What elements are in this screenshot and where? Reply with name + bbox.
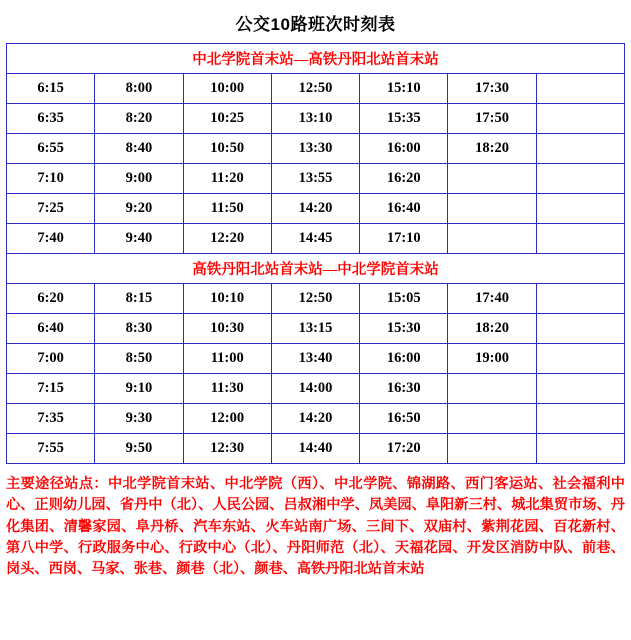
time-cell: 8:15 xyxy=(95,284,183,314)
time-cell: 8:30 xyxy=(95,314,183,344)
time-cell: 11:30 xyxy=(183,374,271,404)
time-cell-empty xyxy=(536,164,624,194)
time-cell: 14:20 xyxy=(271,194,359,224)
time-cell: 9:20 xyxy=(95,194,183,224)
time-cell: 8:20 xyxy=(95,104,183,134)
time-cell: 9:10 xyxy=(95,374,183,404)
time-cell: 14:00 xyxy=(271,374,359,404)
table-row xyxy=(7,344,625,374)
time-cell: 14:45 xyxy=(271,224,359,254)
time-cell: 11:50 xyxy=(183,194,271,224)
table-row xyxy=(7,194,625,224)
time-cell: 14:40 xyxy=(271,434,359,464)
time-cell: 6:15 xyxy=(7,74,95,104)
time-cell-empty xyxy=(448,374,536,404)
time-cell: 7:55 xyxy=(7,434,95,464)
time-cell: 13:30 xyxy=(271,134,359,164)
time-cell: 15:35 xyxy=(360,104,448,134)
time-cell: 7:35 xyxy=(7,404,95,434)
time-cell: 18:20 xyxy=(448,314,536,344)
table-row xyxy=(7,434,625,464)
table-row xyxy=(7,74,625,104)
time-cell: 16:40 xyxy=(360,194,448,224)
time-cell: 7:10 xyxy=(7,164,95,194)
time-cell: 13:10 xyxy=(271,104,359,134)
time-cell-empty xyxy=(448,194,536,224)
time-cell: 8:00 xyxy=(95,74,183,104)
time-cell: 18:20 xyxy=(448,134,536,164)
time-cell-empty xyxy=(536,344,624,374)
time-cell-empty xyxy=(536,104,624,134)
route-stops-note: 主要途径站点：中北学院首末站、中北学院（西）、中北学院、锦湖路、西门客运站、社会福利中心、正则幼儿园、省丹中（北）、人民公园、吕叔湘中学、凤美园、阜阳新三村、城北集贸市场、丹化集团、清馨家园、阜丹桥、汽车东站、火车站南广场、三间下、双庙村、紫荆花园、百花新村、第八中学、行政服务中心、行政中心（北）、丹阳师范（北）、天福花园、开发区消防中队、前巷、岗头、西岗、马家、张巷、颜巷（北）、颜巷、高铁丹阳北站首末站 xyxy=(6,476,625,578)
page-title: 公交10路班次时刻表 xyxy=(235,15,396,34)
table-row xyxy=(7,404,625,434)
time-cell: 13:15 xyxy=(271,314,359,344)
time-cell: 17:10 xyxy=(360,224,448,254)
time-cell-empty xyxy=(536,404,624,434)
table-row xyxy=(7,314,625,344)
time-cell: 7:40 xyxy=(7,224,95,254)
time-cell-empty xyxy=(448,434,536,464)
table-row xyxy=(7,164,625,194)
time-cell: 17:50 xyxy=(448,104,536,134)
time-cell: 13:40 xyxy=(271,344,359,374)
time-cell: 15:30 xyxy=(360,314,448,344)
time-cell: 9:30 xyxy=(95,404,183,434)
time-cell-empty xyxy=(536,134,624,164)
time-cell: 12:00 xyxy=(183,404,271,434)
time-cell: 9:00 xyxy=(95,164,183,194)
time-cell: 12:50 xyxy=(271,284,359,314)
time-cell: 10:30 xyxy=(183,314,271,344)
time-cell: 16:20 xyxy=(360,164,448,194)
time-cell: 7:00 xyxy=(7,344,95,374)
time-cell: 16:00 xyxy=(360,134,448,164)
time-cell: 6:40 xyxy=(7,314,95,344)
time-cell: 10:25 xyxy=(183,104,271,134)
table-row xyxy=(7,224,625,254)
time-cell: 6:35 xyxy=(7,104,95,134)
time-cell: 7:25 xyxy=(7,194,95,224)
time-cell: 14:20 xyxy=(271,404,359,434)
time-cell: 16:30 xyxy=(360,374,448,404)
time-cell-empty xyxy=(536,314,624,344)
time-cell: 6:20 xyxy=(7,284,95,314)
time-cell: 10:10 xyxy=(183,284,271,314)
time-cell: 12:20 xyxy=(183,224,271,254)
time-cell: 17:30 xyxy=(448,74,536,104)
table-row xyxy=(7,374,625,404)
time-cell-empty xyxy=(536,434,624,464)
section-heading-row xyxy=(7,254,625,284)
time-cell: 11:00 xyxy=(183,344,271,374)
section-heading-inbound: 高铁丹阳北站首末站—中北学院首末站 xyxy=(7,254,625,284)
time-cell: 7:15 xyxy=(7,374,95,404)
time-cell-empty xyxy=(536,74,624,104)
time-cell: 13:55 xyxy=(271,164,359,194)
time-cell: 9:50 xyxy=(95,434,183,464)
time-cell: 16:00 xyxy=(360,344,448,374)
time-cell-empty xyxy=(448,224,536,254)
time-cell-empty xyxy=(536,284,624,314)
time-cell-empty xyxy=(448,164,536,194)
section-heading-row xyxy=(7,44,625,74)
table-row xyxy=(7,284,625,314)
time-cell: 8:40 xyxy=(95,134,183,164)
time-cell: 9:40 xyxy=(95,224,183,254)
time-cell: 15:05 xyxy=(360,284,448,314)
time-cell: 17:40 xyxy=(448,284,536,314)
section-heading-outbound: 中北学院首末站—高铁丹阳北站首末站 xyxy=(7,44,625,74)
time-cell-empty xyxy=(448,404,536,434)
time-cell: 10:50 xyxy=(183,134,271,164)
time-cell: 12:30 xyxy=(183,434,271,464)
time-cell: 6:55 xyxy=(7,134,95,164)
time-cell: 11:20 xyxy=(183,164,271,194)
time-cell: 15:10 xyxy=(360,74,448,104)
table-row xyxy=(7,104,625,134)
time-cell: 8:50 xyxy=(95,344,183,374)
schedule-table xyxy=(6,43,625,464)
time-cell-empty xyxy=(536,224,624,254)
time-cell: 10:00 xyxy=(183,74,271,104)
table-row xyxy=(7,134,625,164)
time-cell: 17:20 xyxy=(360,434,448,464)
time-cell-empty xyxy=(536,194,624,224)
time-cell: 16:50 xyxy=(360,404,448,434)
time-cell: 19:00 xyxy=(448,344,536,374)
time-cell: 12:50 xyxy=(271,74,359,104)
time-cell-empty xyxy=(536,374,624,404)
